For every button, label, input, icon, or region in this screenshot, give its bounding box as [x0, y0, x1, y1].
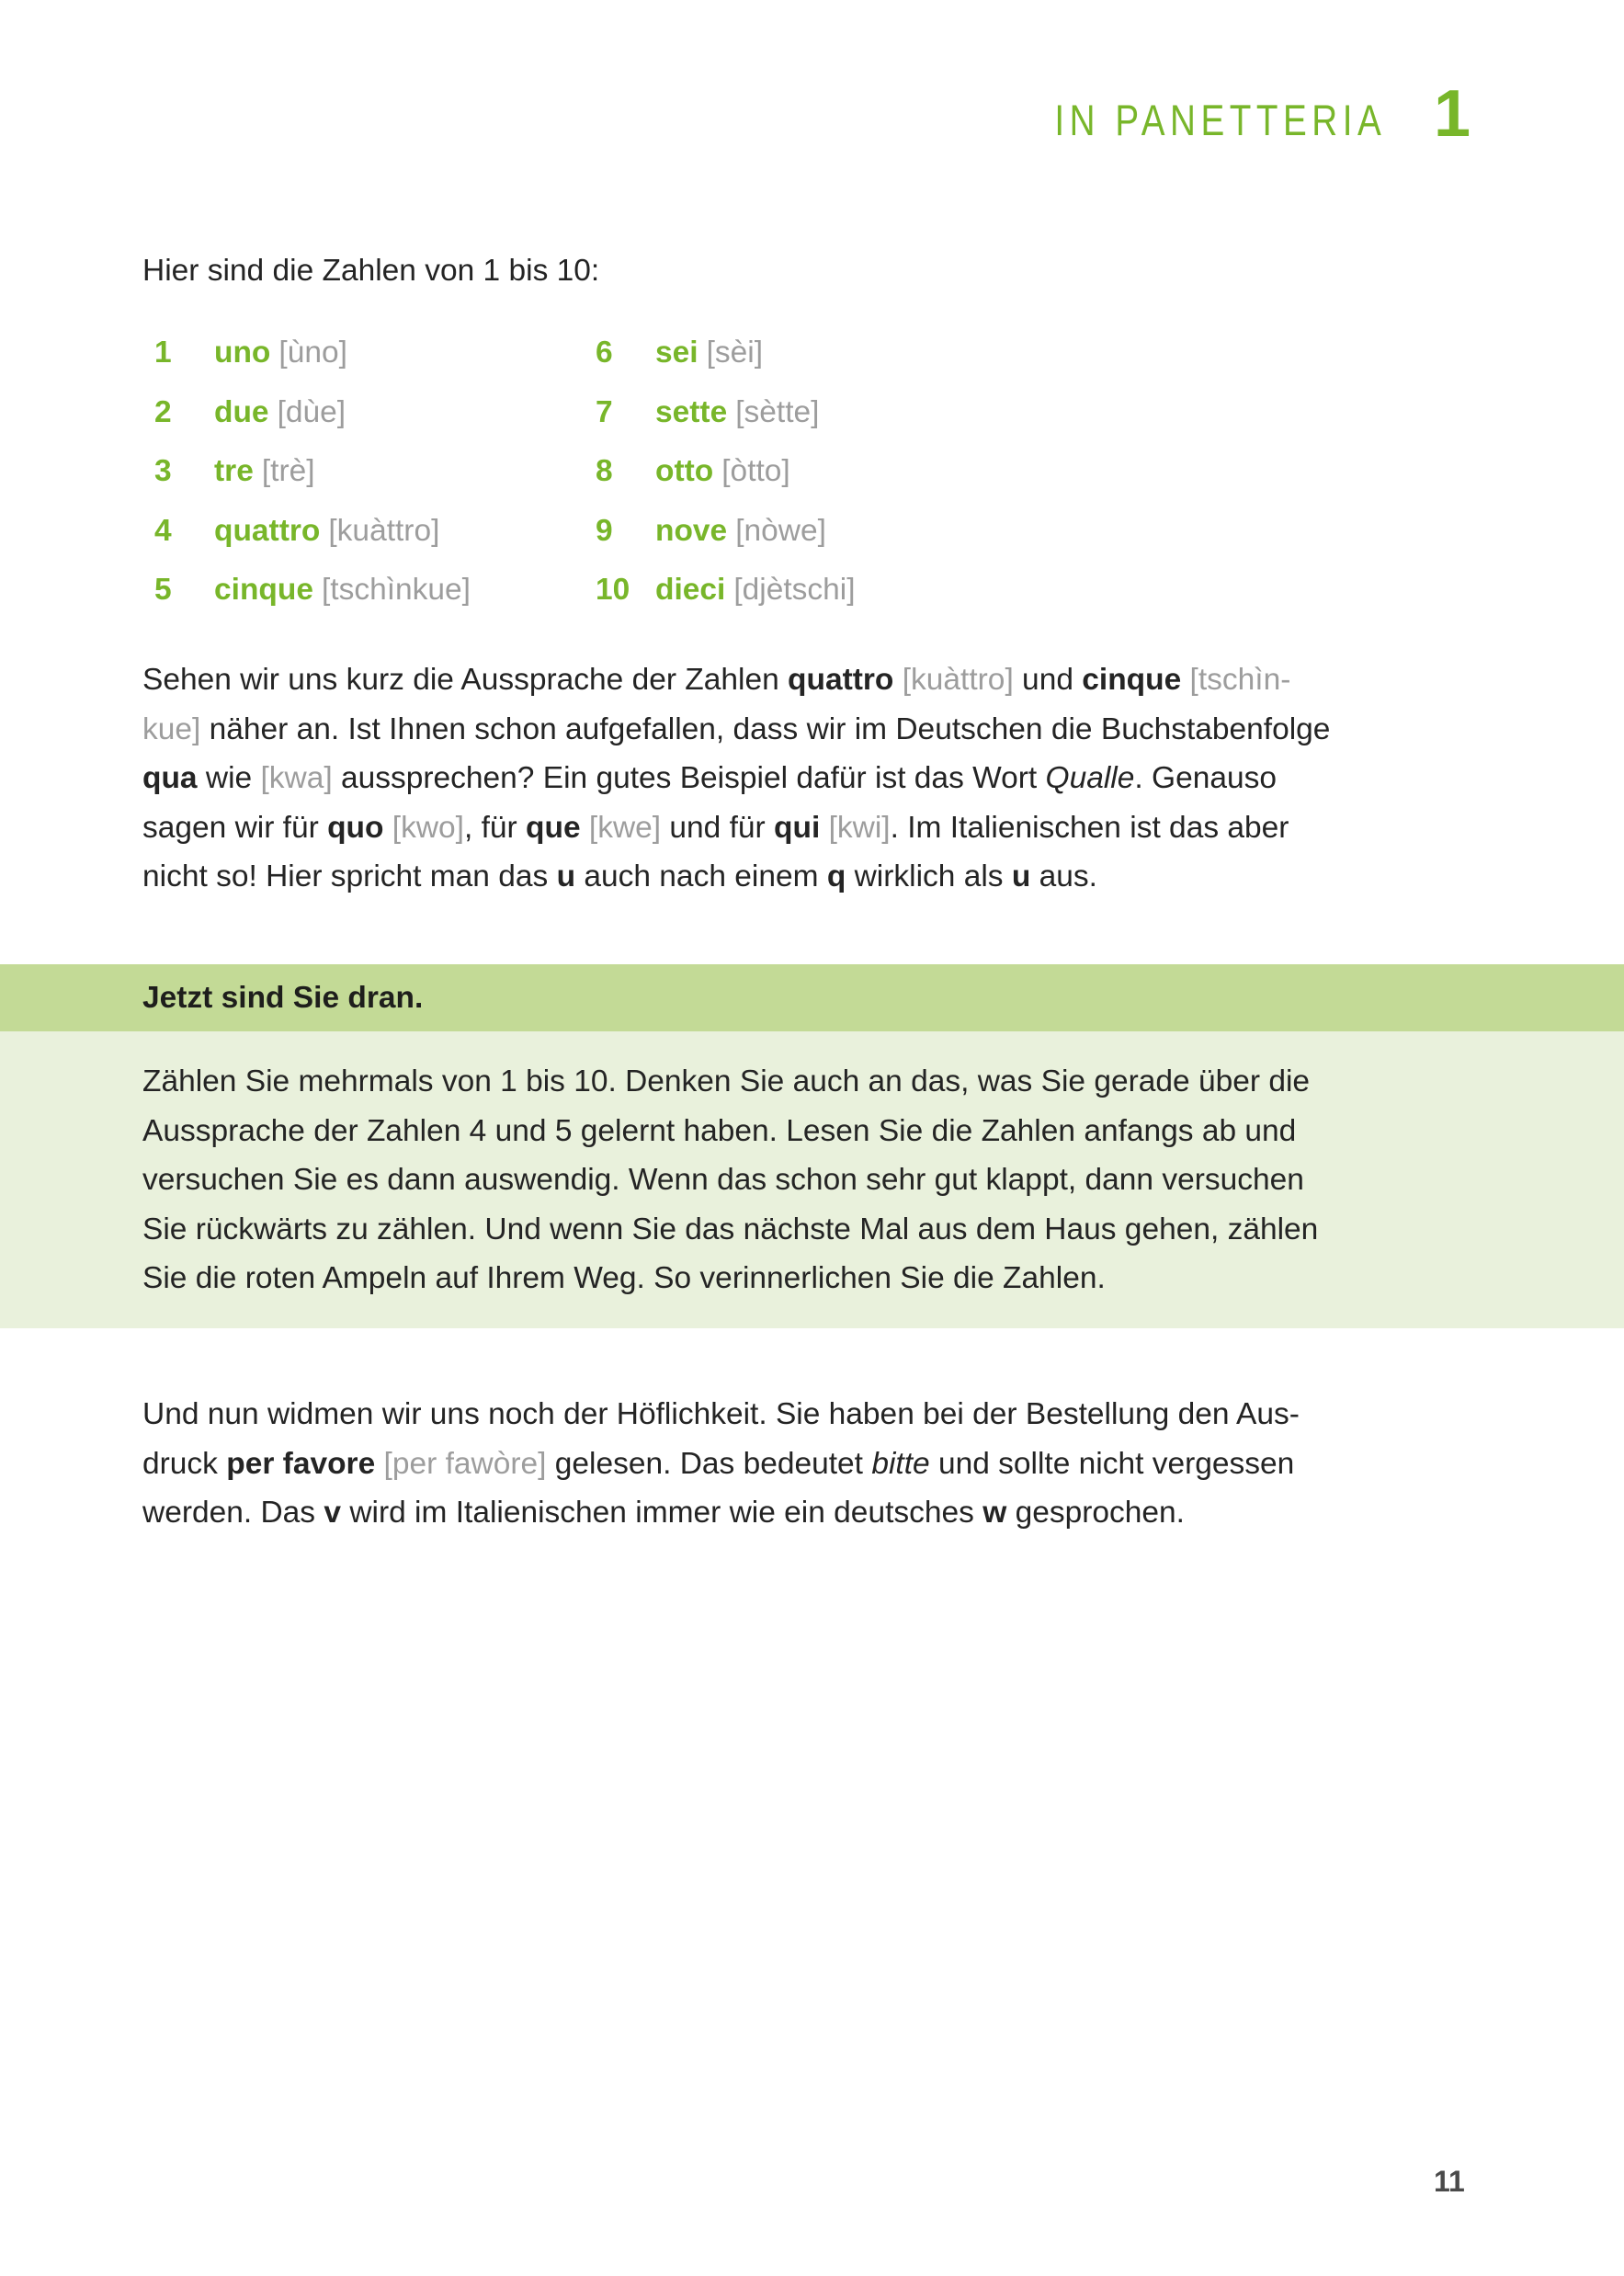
text-segment: . Im Italienischen ist das aber — [890, 810, 1289, 845]
pronunciation: [òtto] — [721, 454, 790, 489]
text-segment: [kwi] — [828, 810, 891, 845]
number-row — [596, 561, 856, 620]
text-segment: q — [826, 859, 846, 893]
text-segment: bitte — [871, 1446, 930, 1481]
chapter-number: 1 — [1433, 77, 1471, 151]
text-segment: und — [1013, 663, 1083, 697]
italian-word: dieci — [655, 573, 726, 608]
number-digit: 4 — [154, 513, 172, 548]
number-row — [596, 324, 856, 383]
text-line — [142, 803, 1330, 853]
text-segment: sagen wir für — [142, 810, 328, 845]
pronunciation: [sèi] — [706, 336, 764, 370]
text-segment: , für — [464, 810, 527, 845]
text-segment: quattro — [788, 663, 894, 697]
callout-title-band — [0, 964, 1624, 1031]
number-digit: 10 — [596, 573, 630, 608]
callout-exercise-box — [0, 1031, 1624, 1328]
italian-word: uno — [214, 336, 271, 370]
text-line: Zählen Sie mehrmals von 1 bis 10. Denken Sie auch an das, was Sie gerade über die — [142, 1064, 1311, 1098]
text-segment: aus. — [1030, 859, 1097, 893]
text-segment — [581, 811, 589, 845]
text-line: versuchen Sie es dann auswendig. Wenn das schon sehr gut klappt, dann versuchen — [142, 1163, 1304, 1197]
number-digit: 9 — [596, 513, 613, 548]
text-line: Sie rückwärts zu zählen. Und wenn Sie das nächste Mal aus dem Haus gehen, zählen — [142, 1212, 1319, 1246]
text-segment: nicht so! Hier spricht man das — [142, 859, 557, 893]
text-segment: und sollte nicht vergessen — [929, 1446, 1295, 1481]
text-segment: u — [556, 859, 576, 893]
chapter-header — [1026, 77, 1471, 151]
number-row — [596, 502, 856, 562]
text-line — [142, 655, 1330, 705]
text-segment: qui — [774, 810, 821, 845]
numbers-column-right — [596, 324, 856, 620]
text-segment: que — [526, 810, 581, 845]
text-segment: Qualle — [1045, 761, 1135, 795]
number-digit: 5 — [154, 573, 172, 608]
text-segment: [tschìn- — [1189, 663, 1291, 697]
text-segment: näher an. Ist Ihnen schon aufgefallen, dass wir im Deutschen die Buchstabenfolge — [200, 711, 1331, 746]
text-segment: und für — [661, 810, 775, 845]
text-segment — [375, 1447, 383, 1481]
text-segment: [kwo] — [392, 810, 464, 845]
italian-word: sette — [655, 394, 728, 429]
number-digit: 8 — [596, 454, 613, 489]
text-segment — [383, 811, 392, 845]
number-digit: 2 — [154, 394, 172, 429]
text-segment: quo — [327, 810, 384, 845]
text-line — [142, 754, 1330, 803]
page-number: 11 — [1434, 2165, 1465, 2198]
text-segment: [kwa] — [260, 761, 333, 795]
number-row — [154, 502, 596, 562]
text-segment — [1181, 663, 1189, 697]
text-line: Aussprache der Zahlen 4 und 5 gelernt haben. Lesen Sie die Zahlen anfangs ab und — [142, 1113, 1297, 1148]
text-segment — [820, 811, 828, 845]
text-segment: . Genauso — [1134, 761, 1277, 795]
text-segment: cinque — [1082, 663, 1182, 697]
text-line — [142, 1390, 1300, 1440]
number-digit: 1 — [154, 336, 172, 370]
italian-word: otto — [655, 454, 714, 489]
pronunciation: [tschìnkue] — [321, 573, 471, 608]
text-segment: u — [1011, 859, 1031, 893]
numbers-column-left — [154, 324, 596, 620]
text-line — [142, 1440, 1300, 1489]
number-row — [154, 561, 596, 620]
number-row — [154, 442, 596, 502]
text-line — [142, 1488, 1300, 1538]
number-digit: 3 — [154, 454, 172, 489]
text-segment: wird im Italienischen immer wie ein deutsches — [341, 1496, 983, 1530]
text-segment: qua — [142, 761, 198, 795]
text-segment: gesprochen. — [1006, 1496, 1185, 1530]
paragraph-politeness — [142, 1390, 1300, 1538]
text-segment: werden. Das — [142, 1496, 324, 1530]
text-segment: Und nun widmen wir uns noch der Höflichkeit. Sie haben bei der Bestellung den Aus- — [142, 1397, 1300, 1431]
text-line — [142, 705, 1330, 755]
chapter-title: IN PANETTERIA — [1054, 96, 1386, 144]
pronunciation: [ùno] — [278, 336, 347, 370]
text-line — [142, 852, 1330, 902]
text-segment: druck — [142, 1446, 227, 1481]
number-row — [596, 442, 856, 502]
text-segment: [kwe] — [588, 810, 662, 845]
text-segment: [kuàttro] — [902, 663, 1014, 697]
text-segment: v — [324, 1496, 342, 1530]
text-segment — [893, 663, 902, 697]
pronunciation: [dùe] — [277, 394, 346, 429]
italian-word: due — [214, 394, 269, 429]
number-digit: 6 — [596, 336, 613, 370]
callout-title: Jetzt sind Sie dran. — [142, 980, 424, 1015]
text-segment: auch nach einem — [575, 859, 827, 893]
text-segment: aussprechen? Ein gutes Beispiel dafür ist das Wort — [332, 761, 1046, 795]
text-segment: wie — [197, 761, 261, 795]
pronunciation: [kuàttro] — [328, 513, 440, 548]
pronunciation: [trè] — [261, 454, 315, 489]
numbers-list — [154, 324, 856, 620]
italian-word: quattro — [214, 513, 321, 548]
text-segment: kue] — [142, 711, 201, 746]
pronunciation: [nòwe] — [735, 513, 826, 548]
text-segment: gelesen. Das bedeutet — [546, 1446, 872, 1481]
number-row — [154, 383, 596, 443]
pronunciation: [djètschi] — [733, 573, 856, 608]
text-segment: wirklich als — [846, 859, 1012, 893]
text-segment: per favore — [226, 1446, 376, 1481]
pronunciation: [sètte] — [735, 394, 820, 429]
paragraph-pronunciation — [142, 655, 1330, 902]
text-segment: [per fawòre] — [383, 1446, 547, 1481]
italian-word: tre — [214, 454, 254, 489]
intro-sentence: Hier sind die Zahlen von 1 bis 10: — [142, 254, 600, 288]
text-segment: Sehen wir uns kurz die Aussprache der Zahlen — [142, 663, 789, 697]
italian-word: sei — [655, 336, 698, 370]
number-row — [596, 383, 856, 443]
text-line: Sie die roten Ampeln auf Ihrem Weg. So verinnerlichen Sie die Zahlen. — [142, 1261, 1106, 1295]
italian-word: cinque — [214, 573, 313, 608]
number-row — [154, 324, 596, 383]
italian-word: nove — [655, 513, 728, 548]
text-segment: w — [982, 1496, 1007, 1530]
number-digit: 7 — [596, 394, 613, 429]
